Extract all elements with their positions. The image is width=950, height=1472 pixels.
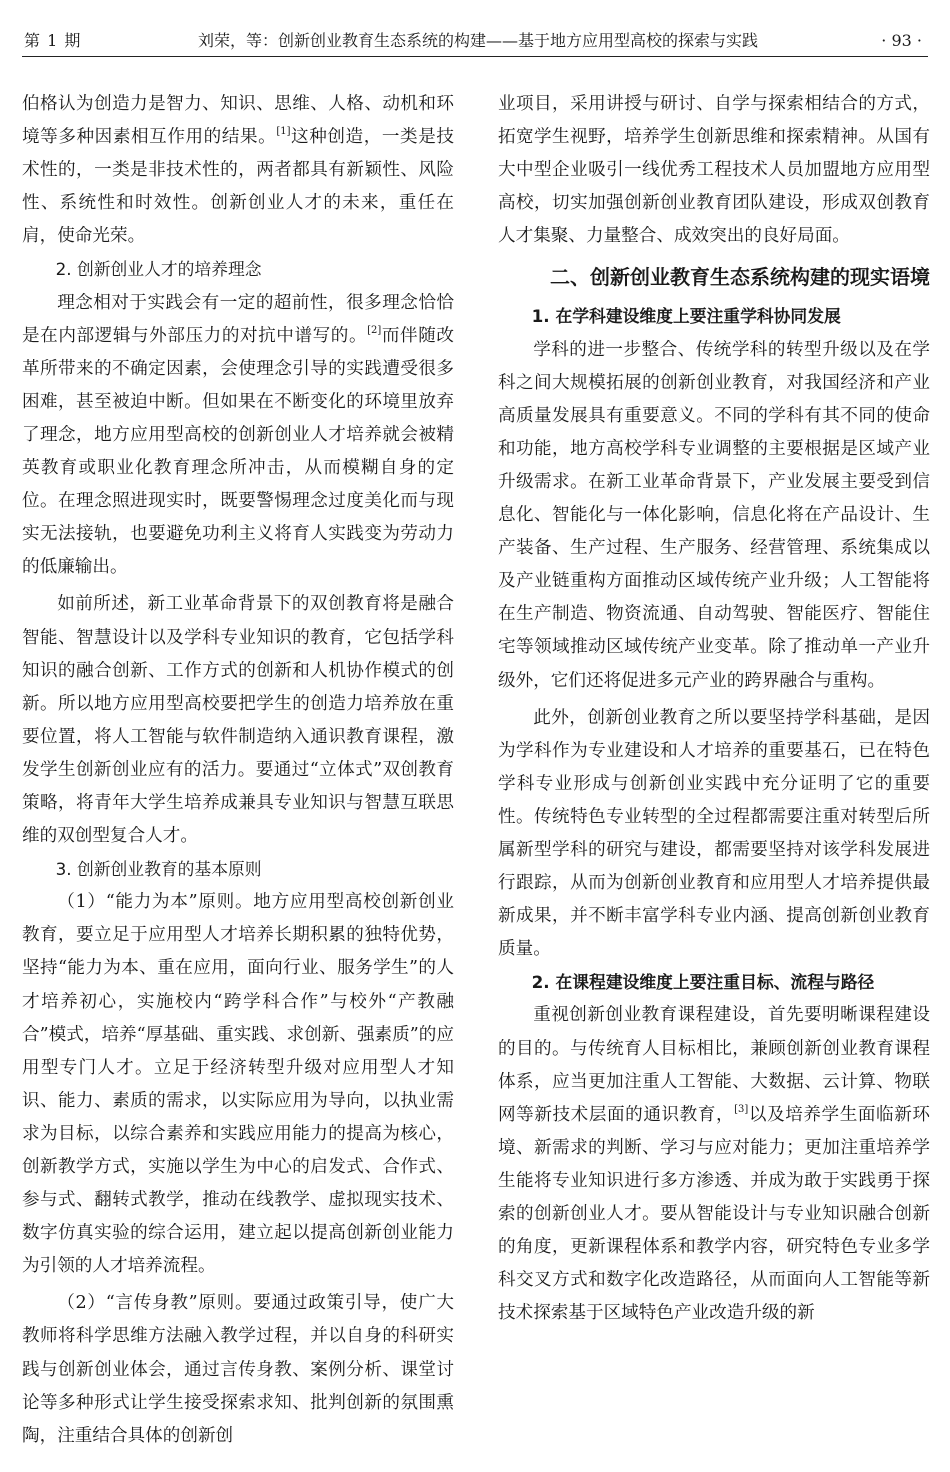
paragraph: 业项目，采用讲授与研讨、自学与探索相结合的方式，拓宽学生视野，培养学生创新思维和探索精神。从国有大中型企业吸引一线优秀工程技术人员加盟地方应用型高校，切实加强创新创业教育团队建设，形成双创教育人才集聚、力量整合、成效突出的良好局面。 <box>498 94 930 247</box>
citation[interactable]: [2] <box>367 324 382 336</box>
subsection-heading: 2. 在课程建设维度上要注重目标、流程与路径 <box>531 972 875 993</box>
text: 以及培养学生面临新环境、新需求的判断、学习与应对能力；更加注重培养学生能将专业知识进行多方渗透、并成为敢于实践勇于探索的创新创业人才。要从智能设计与专业知识融合创新的角度，更新课程体系和教学内容，研究特色专业多学科交叉方式和数字化改造路径，从而面向人工智能等新技术探索基于区域特色产业改造升级的新 <box>498 1104 930 1324</box>
citation[interactable]: [3] <box>734 1103 749 1115</box>
text: 重视创新创业教育课程建设，首先要明晰课程建设的目的。与传统育人目标相比，兼顾创新创业教育课程体系，应当更加注重人工智能、大数据、云计算、物联网等新技术层面的通识教育， <box>498 1005 930 1125</box>
running-header <box>22 26 928 57</box>
text: 伯格认为创造力是智力、知识、思维、人格、动机和环境等多种因素相互作用的结果。 <box>22 94 454 148</box>
paragraph: 此外，创新创业教育之所以要坚持学科基础，是因为学科作为专业建设和人才培养的重要基石，已在特色学科专业形成与创新创业实践中充分证明了它的重要性。传统特色专业转型的全过程都需要注重对转型后所属新型学科的研究与建设，都需要坚持对该学科发展进行跟踪，从而为创新创业教育和应用型人才培养提供最新成果，并不断丰富学科专业内涵、提高创新创业教育质量。 <box>498 707 930 960</box>
paragraph <box>498 999 930 1330</box>
subsection-heading: 2. 创新创业人才的培养理念 <box>55 259 262 280</box>
text: 理念相对于实践会有一定的超前性，很多理念恰恰是在内部逻辑与外部压力的对抗中谱写的。 <box>22 292 454 346</box>
paragraph <box>22 287 454 585</box>
paragraph: （2）“言传身教”原则。要通过政策引导，使广大教师将科学思维方法融入教学过程，并以自身的科研实践与创新创业体会，通过言传身教、案例分析、课堂讨论等多种形式让学生接受探索求知、批判创新的氛围熏陶，注重结合具体的创新创 <box>22 1293 454 1446</box>
citation[interactable]: [1] <box>276 126 291 138</box>
text: 这种创造，一类是技术性的，一类是非技术性的，两者都具有新颖性、风险性、系统性和时效性。创新创业人才的未来，重任在肩，使命光荣。 <box>22 127 454 247</box>
paragraph: 学科的进一步整合、传统学科的转型升级以及在学科之间大规模拓展的创新创业教育，对我国经济和产业高质量发展具有重要意义。不同的学科有其不同的使命和功能，地方高校学科专业调整的主要根据是区域产业升级需求。在新工业革命背景下，产业发展主要受到信息化、智能化与一体化影响，信息化将在产品设计、生产装备、生产过程、生产服务、经营管理、系统集成以及产业链重构方面推动区域传统产业升级；人工智能将在生产制造、物资流通、自动驾驶、智能医疗、智能住宅等领域推动区域传统产业变革。除了推动单一产业升级外，它们还将促进多元产业的跨界融合与重构。 <box>498 339 930 691</box>
paragraph: （1）“能力为本”原则。地方应用型高校创新创业教育，要立足于应用型人才培养长期积累的独特优势，坚持“能力为本、重在应用，面向行业、服务学生”的人才培养初心，实施校内“跨学科合作”与校外“产教融合”模式，培养“厚基础、重实践、求创新、强素质”的应用型专门人才。立足于经济转型升级对应用型人才知识、能力、素质的需求，以实际应用为导向，以执业需求为目标，以综合素养和实践应用能力的提高为核心，创新教学方式，实施以学生为中心的启发式、合作式、参与式、翻转式教学，推动在线教学、虚拟现实技术、数字仿真实验的综合运用，建立起以提高创新创业能力为引领的人才培养流程。 <box>22 892 454 1277</box>
paragraph: 如前所述，新工业革命背景下的双创教育将是融合智能、智慧设计以及学科专业知识的教育，它包括学科知识的融合创新、工作方式的创新和人机协作模式的创新。所以地方应用型高校要把学生的创造力培养放在重要位置，将人工智能与软件制造纳入通识教育课程，激发学生创新创业应有的活力。要通过“立体式”双创教育策略，将青年大学生培养成兼具专业知识与智慧互联思维的双创型复合人才。 <box>22 594 454 847</box>
subsection-heading: 3. 创新创业教育的基本原则 <box>55 859 262 880</box>
subsection-heading: 1. 在学科建设维度上要注重学科协同发展 <box>531 306 841 327</box>
text: 而伴随改革所带来的不确定因素，会使理念引导的实践遭受很多困难，甚至被迫中断。但如果在不断变化的环境里放弃了理念，地方应用型高校的创新创业人才培养就会被精英教育或职业化教育理念所冲击，从而模糊自身的定位。在理念照进现实时，既要警惕理念过度美化而与现实无法接轨，也要避免功利主义将育人实践变为劳动力的低廉输出。 <box>22 325 454 578</box>
page-number: · 93 · <box>881 31 922 50</box>
section-heading: 二、创新创业教育生态系统构建的现实语境 <box>550 265 930 290</box>
issue-label: 第 1 期 <box>24 31 82 50</box>
running-title: 刘荣，等：创新创业教育生态系统的构建——基于地方应用型高校的探索与实践 <box>198 31 759 50</box>
right-column <box>498 88 930 1330</box>
paragraph <box>22 88 454 253</box>
left-column <box>22 88 454 1453</box>
